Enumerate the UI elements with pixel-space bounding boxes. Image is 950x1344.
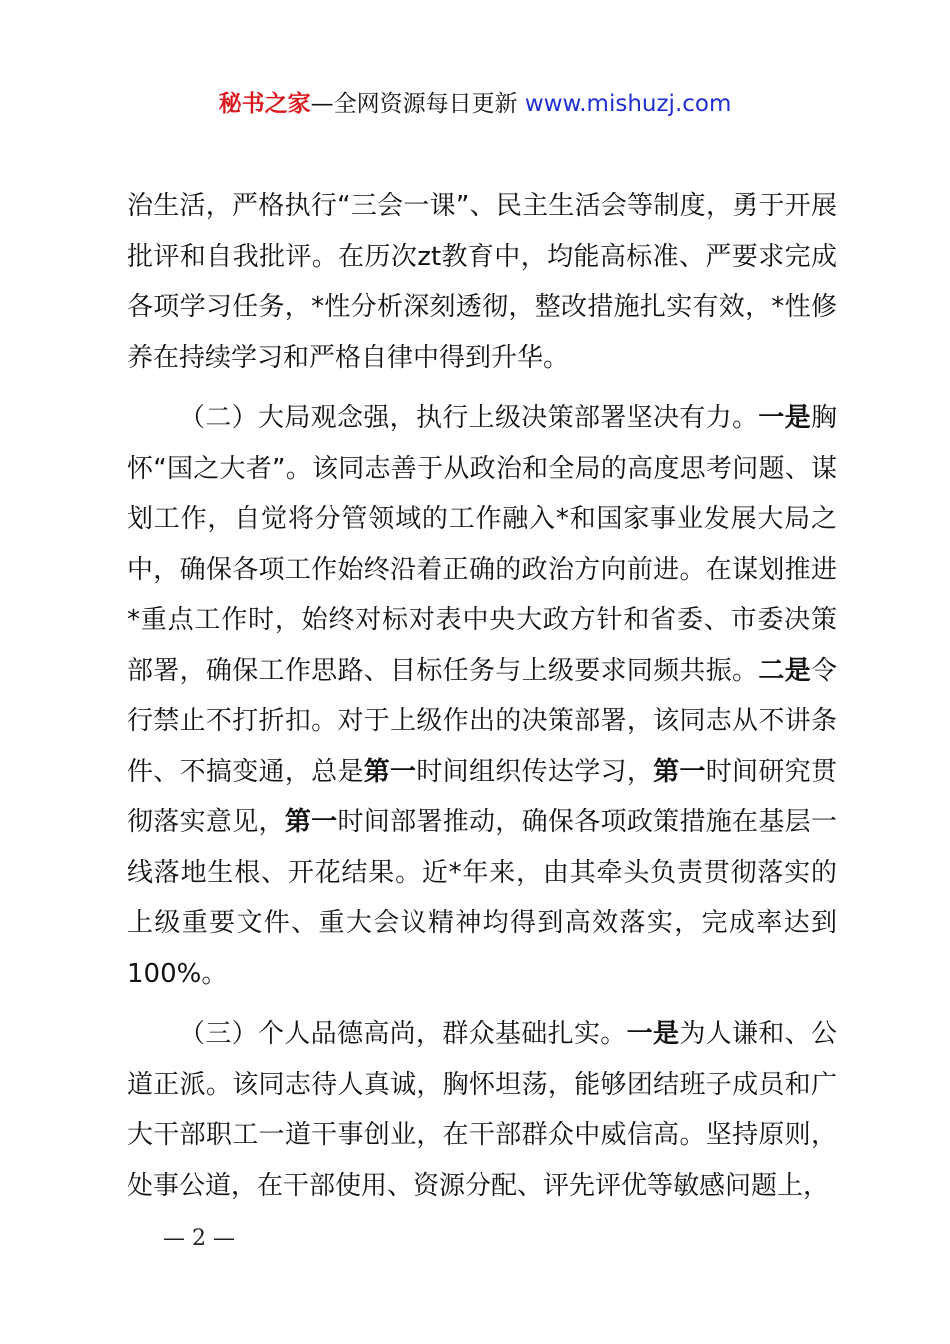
emphasis-first: 第一: [653, 756, 706, 787]
point-two-label: 二是: [758, 655, 811, 686]
point-one-label: 一是: [626, 1019, 680, 1049]
point-one-text: 为人谦和、公道正派。该同志待人真诚，胸怀坦荡，能够团结班子成员和广大干部职工一道干事创业，在干部群众中威信高。坚持原则，处事公道，在干部使用、资源分配、评先评优等敏感问题上，: [127, 1019, 837, 1201]
paragraph-section-two: [127, 393, 837, 999]
point-one-label: 一是: [758, 403, 811, 433]
section-three-heading: （三）个人品德高尚，群众基础扎实。: [179, 1019, 627, 1049]
site-brand: 秘书之家: [218, 91, 311, 117]
document-body: [127, 181, 837, 1211]
paragraph-section-three: [127, 1009, 837, 1211]
page-number: — 2 —: [163, 1226, 235, 1251]
emphasis-first: 第一: [363, 756, 417, 787]
paragraph-continued: 治生活，严格执行“三会一课”、民主生活会等制度，勇于开展批评和自我批评。在历次zt教育中，均能高标准、严要求完成各项学习任务，*性分析深刻透彻，整改措施扎实有效，*性修养在持续学习和严格自律中得到升华。: [127, 191, 837, 373]
point-one-text: 胸怀“国之大者”。该同志善于从政治和全局的高度思考问题、谋划工作，自觉将分管领域的工作融入*和国家事业发展大局之中，确保各项工作始终沿着正确的政治方向前进。在谋划推进*重点工作时，始终对标对表中央大政方针和省委、市委决策部署，确保工作思路、目标任务与上级要求同频共振。: [127, 403, 837, 686]
site-tagline: —全网资源每日更新: [310, 91, 525, 117]
site-header: [0, 86, 950, 122]
point-two-text-4: 时间部署推动，确保各项政策措施在基层一线落地生根、开花结果。近*年来，由其牵头负责贯彻落实的上级重要文件、重大会议精神均得到高效落实，完成率达到100%。: [127, 807, 837, 989]
section-two-heading: （二）大局观念强，执行上级决策部署坚决有力。: [179, 403, 759, 433]
point-two-text-2: 时间组织传达学习，: [416, 756, 654, 787]
emphasis-first: 第一: [284, 807, 338, 837]
point-two-text: 令行禁止不打折扣。对于上级作出的决策部署，该同志从不讲条件、不搞变通，总是: [127, 655, 837, 787]
point-two-text-3: 时间研究贯彻落实意见，: [127, 756, 837, 837]
site-url-link[interactable]: www.mishuzj.com: [524, 91, 732, 117]
